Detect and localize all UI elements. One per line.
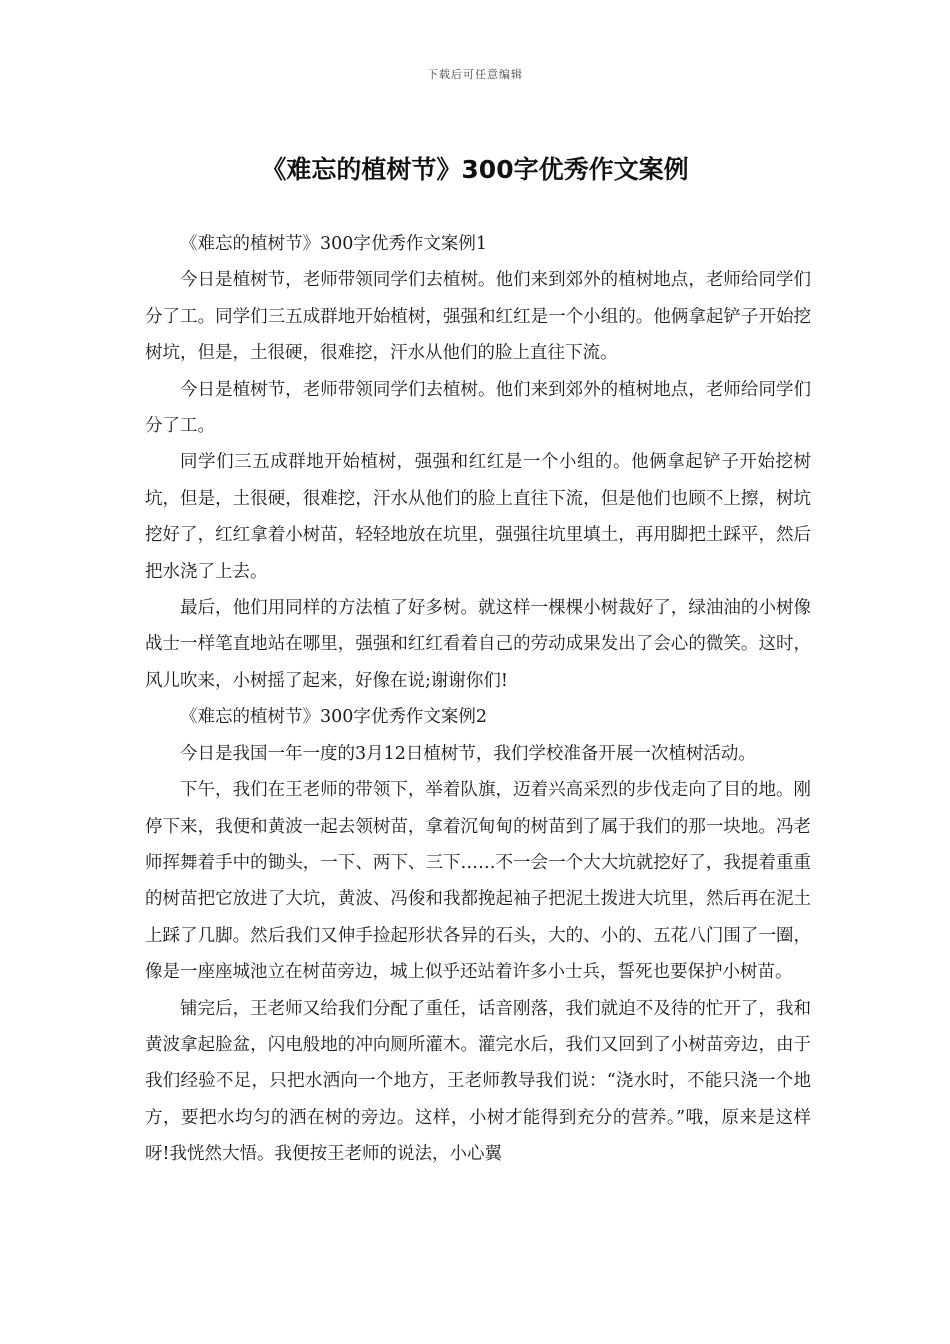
paragraph: 最后，他们用同样的方法植了好多树。就这样一棵棵小树裁好了，绿油油的小树像战士一样笔直地站在哪里，强强和红红看着自己的劳动成果发出了会心的微笑。这时，风儿吹来，小树摇了起来，好像在说;谢谢你们! [145,598,811,691]
document-body [145,226,811,1173]
paragraph: 同学们三五成群地开始植树，强强和红红是一个小组的。他俩拿起铲子开始挖树坑，但是，土很硬，很难挖，汗水从他们的脸上直往下流，但是他们也顾不上擦，树坑挖好了，红红拿着小树苗，轻轻地放在坑里，强强往坑里填土，再用脚把土踩平，然后把水浇了上去。 [145,452,811,582]
paragraph: 下午，我们在王老师的带领下，举着队旗，迈着兴高采烈的步伐走向了目的地。刚停下来，我便和黄波一起去领树苗，拿着沉甸甸的树苗到了属于我们的那一块地。冯老师挥舞着手中的锄头，一下、两下、三下……不一会一个大大坑就挖好了，我提着重重的树苗把它放进了大坑，黄波、冯俊和我都挽起袖子把泥土拨进大坑里，然后再在泥土上踩了几脚。然后我们又伸手捡起形状各异的石头，大的、小的、五花八门围了一圈，像是一座座城池立在树苗旁边，城上似乎还站着许多小士兵，誓死也要保护小树苗。 [145,780,811,983]
paragraph: 今日是植树节，老师带领同学们去植树。他们来到郊外的植树地点，老师给同学们分了工。同学们三五成群地开始植树，强强和红红是一个小组的。他俩拿起铲子开始挖树坑，但是，土很硬，很难挖，汗水从他们的脸上直往下流。 [145,270,811,364]
section-heading-1: 《难忘的植树节》300字优秀作文案例1 [180,234,488,254]
document-title: 《难忘的植树节》300字优秀作文案例 [261,155,689,184]
paragraph: 今日是植树节，老师带领同学们去植树。他们来到郊外的植树地点，老师给同学们分了工。 [145,379,811,437]
paragraph: 今日是我国一年一度的3月12日植树节，我们学校准备开展一次植树活动。 [180,743,756,764]
page-header-note: 下载后可任意编辑 [427,68,523,81]
section-heading-2: 《难忘的植树节》300字优秀作文案例2 [180,707,488,728]
paragraph: 铺完后，王老师又给我们分配了重任，话音刚落，我们就迫不及待的忙开了，我和黄波拿起脸盆，闪电般地的冲向厕所灌木。灌完水后，我们又回到了小树苗旁边，由于我们经验不足，只把水洒向一个地方，王老师教导我们说：“浇水时，不能只浇一个地方，要把水均匀的洒在树的旁边。这样，小树才能得到充分的营养。”哦，原来是这样呀!我恍然大悟。我便按王老师的说法，小心翼 [145,998,811,1165]
